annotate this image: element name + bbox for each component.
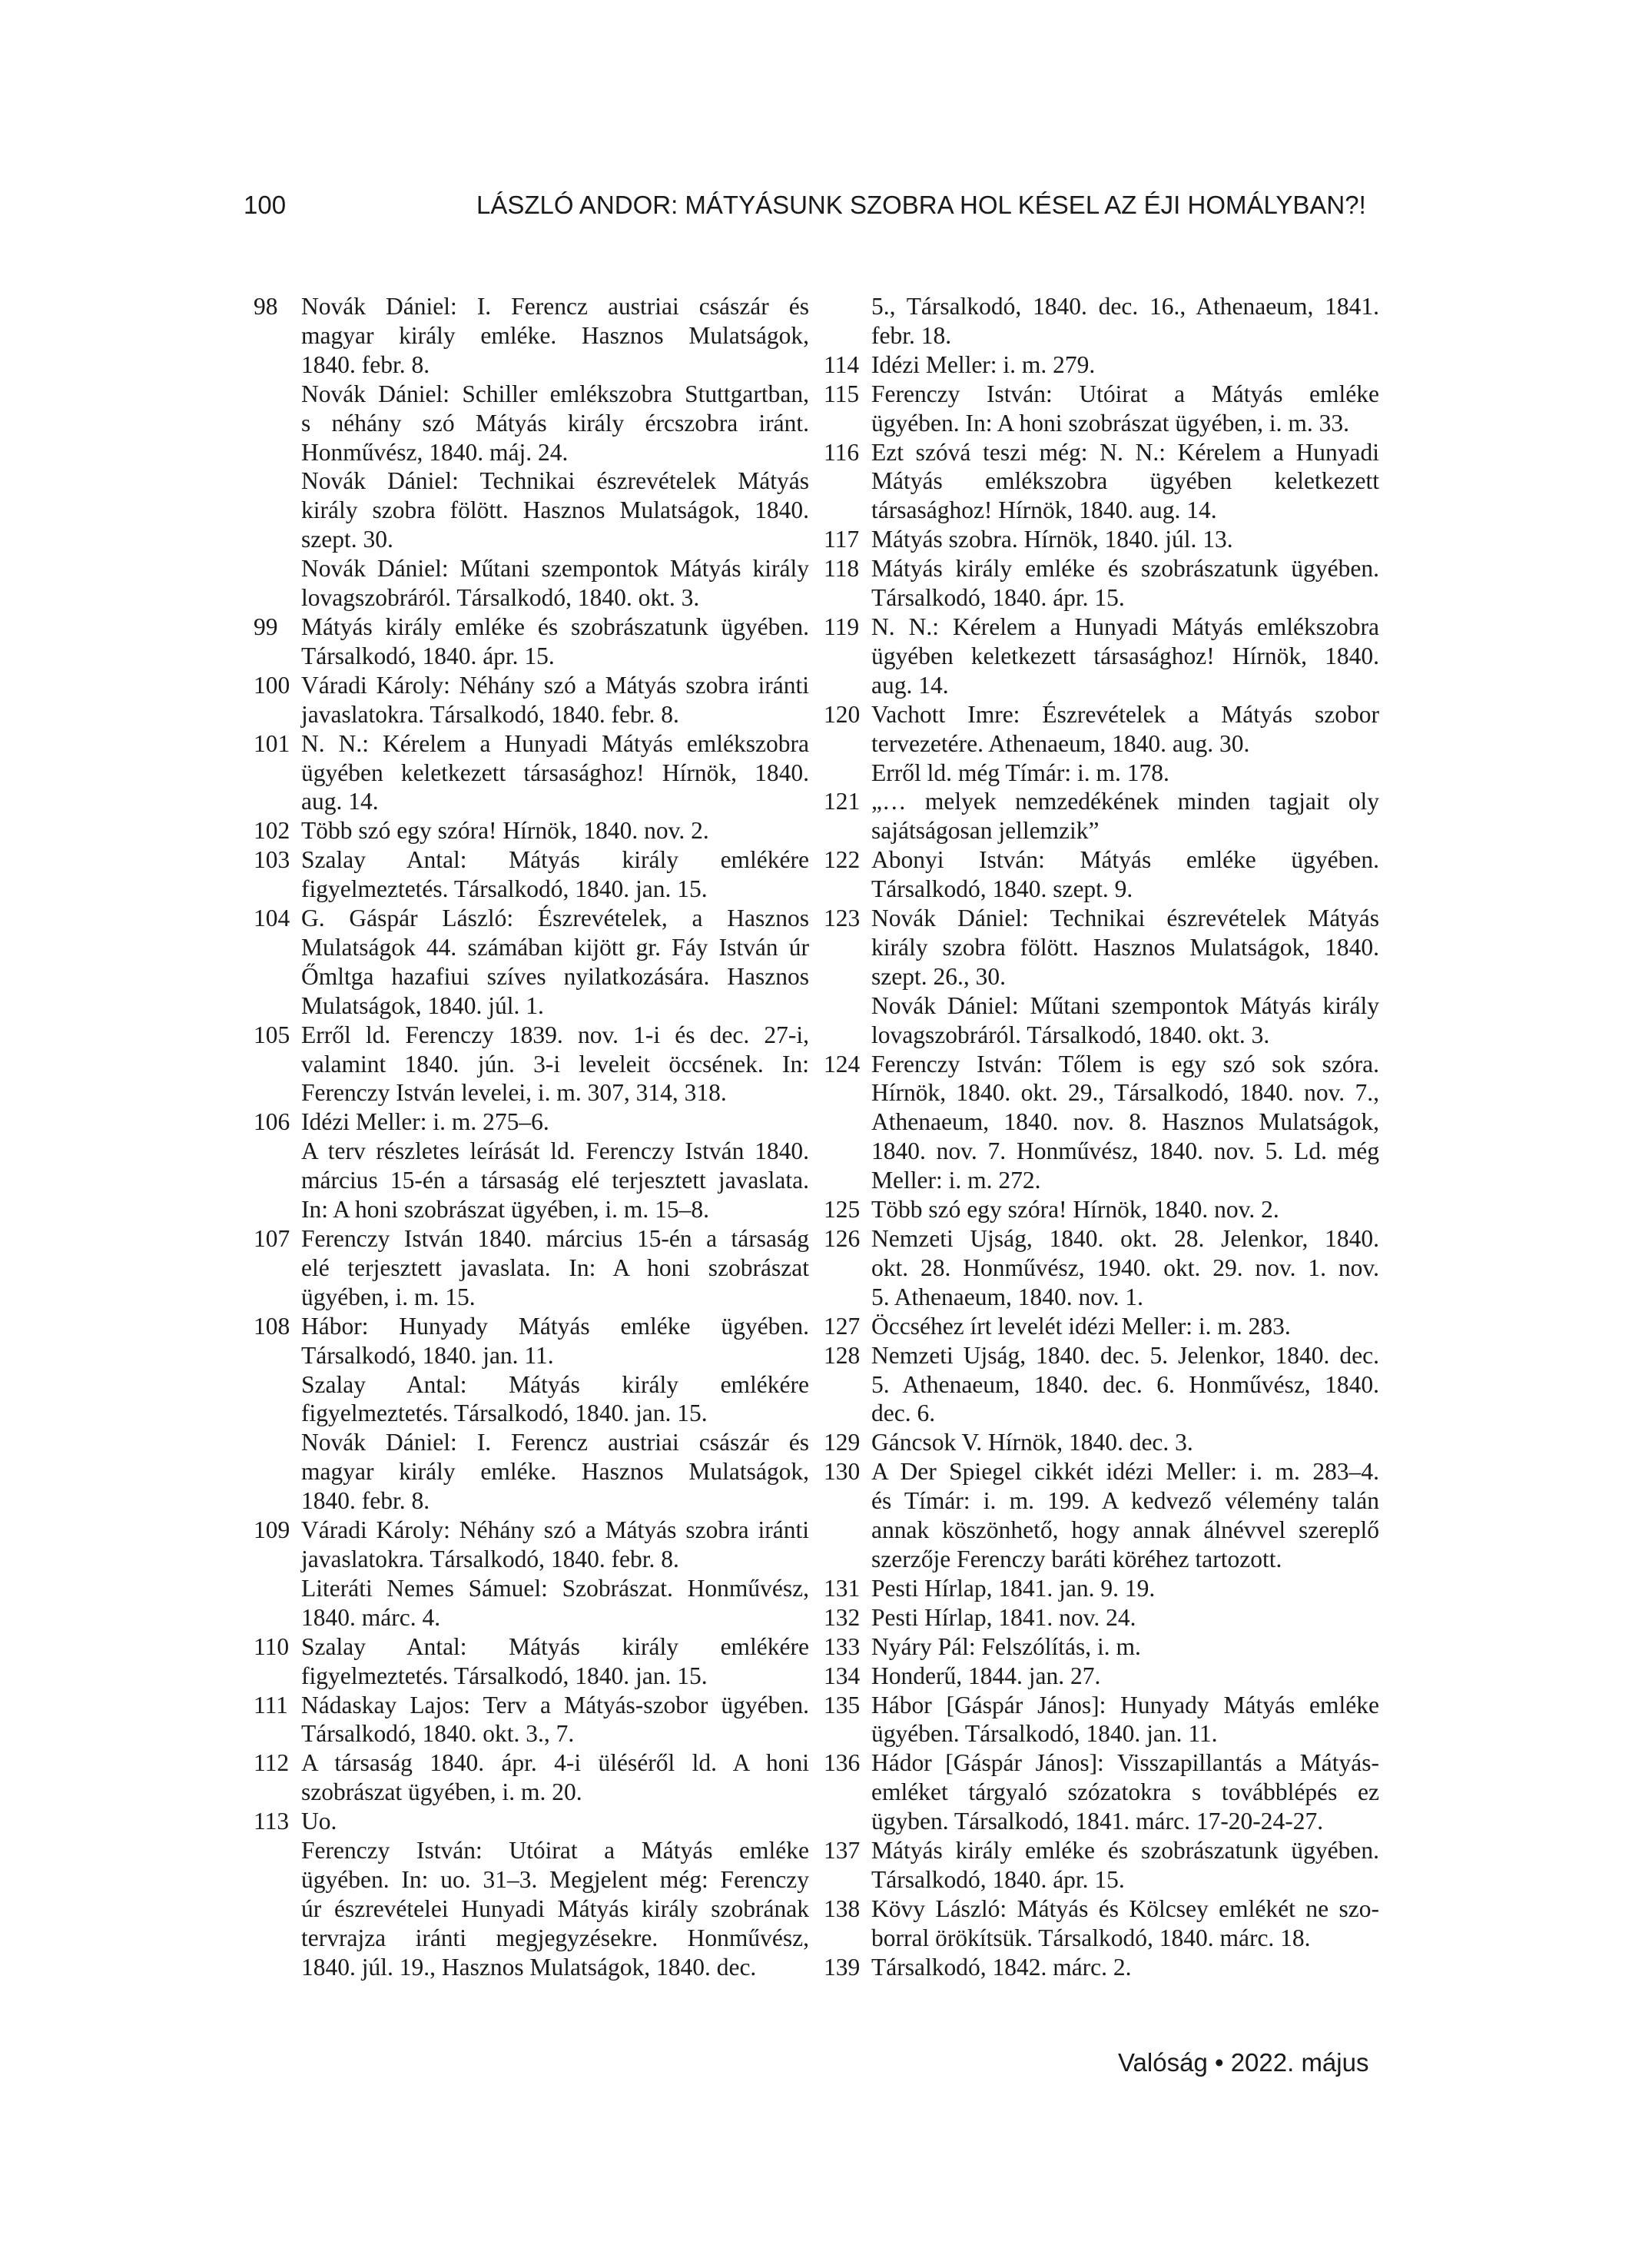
endnote <box>254 1516 809 1632</box>
endnote-line: Őmltga hazafiui szíves nyilatkozására. Hasznos <box>301 962 809 990</box>
notes-column-right <box>824 292 1379 1982</box>
endnote-line: Novák Dániel: Műtani szempontok Mátyás király <box>871 991 1379 1019</box>
endnote-line: szept. 30. <box>301 526 393 553</box>
endnote-line: Pesti Hírlap, 1841. nov. 24. <box>871 1603 1136 1631</box>
endnote <box>824 1195 1379 1224</box>
endnote <box>254 845 809 904</box>
endnote-line: 5. Athenaeum, 1840. nov. 1. <box>871 1283 1144 1310</box>
endnote-line: Társalkodó, 1840. jan. 11. <box>301 1341 554 1369</box>
endnote-number: 103 <box>254 846 290 874</box>
endnote-number: 130 <box>824 1458 861 1486</box>
endnote-number: 134 <box>824 1662 861 1689</box>
page-number: 100 <box>244 191 287 219</box>
endnote-line: szept. 26., 30. <box>871 962 1006 990</box>
endnote <box>254 816 809 845</box>
endnote-line: Ferenczy István 1840. március 15-én a társaság <box>301 1225 809 1252</box>
journal-footer: Valóság • 2022. május <box>1118 2048 1369 2077</box>
endnote <box>254 1748 809 1807</box>
endnote-number: 121 <box>824 788 861 815</box>
endnote <box>254 1224 809 1312</box>
endnote-line: Nemzeti Ujság, 1840. dec. 5. Jelenkor, 1840. dec. <box>871 1341 1379 1369</box>
endnote-number: 101 <box>254 729 290 757</box>
endnote-line: Novák Dániel: I. Ferencz austriai császár és <box>301 293 809 320</box>
endnote <box>254 904 809 1021</box>
endnote-line: ügyében. In: A honi szobrászat ügyében, i. m. 33. <box>871 409 1350 437</box>
endnote <box>254 1107 809 1224</box>
endnote-line: Váradi Károly: Néhány szó a Mátyás szobra iránti <box>301 1516 809 1544</box>
endnote-line: Hádor [Gáspár János]: Visszapillantás a Mátyás- <box>871 1749 1379 1777</box>
endnote-line: Uo. <box>301 1808 337 1835</box>
endnote <box>824 1691 1379 1749</box>
endnote-number: 109 <box>254 1516 290 1544</box>
endnote-number: 123 <box>824 905 861 932</box>
endnote-number: 106 <box>254 1108 290 1136</box>
endnote-number: 104 <box>254 905 290 932</box>
endnote <box>824 787 1379 845</box>
endnote-line: javaslatokra. Társalkodó, 1840. febr. 8. <box>301 700 679 728</box>
endnote-line: Társalkodó, 1842. márc. 2. <box>871 1953 1132 1981</box>
endnote-line: Ferenczy István: Utóirat a Mátyás emléke <box>301 1837 809 1865</box>
endnote-line: Ferenczy István: Utóirat a Mátyás emléke <box>871 380 1379 407</box>
endnote-line: Vachott Imre: Észrevételek a Mátyás szobor <box>871 700 1379 728</box>
endnote-line: Erről ld. még Tímár: i. m. 178. <box>871 759 1169 786</box>
endnote-line: ügyében, i. m. 15. <box>301 1283 476 1310</box>
endnote-line: Novák Dániel: Schiller emlékszobra Stuttgartban, <box>301 380 809 407</box>
endnote-number: 132 <box>824 1603 861 1631</box>
endnote-line: 1840. júl. 19., Hasznos Mulatságok, 1840. dec. <box>301 1953 757 1981</box>
endnote-line: 1840. febr. 8. <box>301 1487 430 1515</box>
endnote-number: 99 <box>254 613 278 640</box>
endnote-line: ügyben. Társalkodó, 1841. márc. 17-20-24-27. <box>871 1808 1324 1835</box>
endnote <box>254 1021 809 1108</box>
endnote-line: szerzője Ferenczy baráti köréhez tartozott. <box>871 1545 1282 1572</box>
endnote-line: dec. 6. <box>871 1400 936 1427</box>
endnote-number: 119 <box>824 613 860 640</box>
endnote-line: Váradi Károly: Néhány szó a Mátyás szobra iránti <box>301 671 809 699</box>
endnote-number: 124 <box>824 1050 861 1078</box>
endnote-line: ügyében keletkezett társasághoz! Hírnök, 1840. <box>301 759 809 786</box>
endnote-line: Ezt szóvá teszi még: N. N.: Kérelem a Hunyadi <box>871 438 1379 466</box>
endnote-number: 115 <box>824 380 860 407</box>
endnote-line: Mátyás emlékszobra ügyében keletkezett <box>871 467 1379 495</box>
endnote <box>254 1807 809 1981</box>
running-title: LÁSZLÓ ANDOR: MÁTYÁSUNK SZOBRA HOL KÉSEL AZ ÉJI HOMÁLYBAN?! <box>476 191 1366 219</box>
endnote-line: szobrászat ügyében, i. m. 20. <box>301 1778 582 1806</box>
endnote-line: Gáncsok V. Hírnök, 1840. dec. 3. <box>871 1429 1193 1456</box>
endnote-line: Több szó egy szóra! Hírnök, 1840. nov. 2. <box>871 1196 1279 1224</box>
endnote-line: Nyáry Pál: Felszólítás, i. m. <box>871 1632 1141 1660</box>
endnote-line: Szalay Antal: Mátyás király emlékére <box>301 846 809 874</box>
endnote <box>824 1341 1379 1429</box>
endnote-line: figyelmeztetés. Társalkodó, 1840. jan. 15. <box>301 875 708 903</box>
endnote-line: Több szó egy szóra! Hírnök, 1840. nov. 2. <box>301 817 709 845</box>
endnote-line: Abonyi István: Mátyás emléke ügyében. <box>871 846 1379 874</box>
endnote <box>254 613 809 671</box>
endnote-line: Nemzeti Ujság, 1840. okt. 28. Jelenkor, 1840. <box>871 1225 1379 1252</box>
endnote-line: elé terjesztett javaslata. In: A honi szobrászat <box>301 1254 809 1281</box>
endnote-line: magyar király emléke. Hasznos Mulatságok, <box>301 1458 809 1486</box>
endnote-number: 105 <box>254 1021 290 1048</box>
endnote-line: Mátyás szobra. Hírnök, 1840. júl. 13. <box>871 526 1233 553</box>
endnote <box>254 729 809 817</box>
endnote-line: 1840. febr. 8. <box>301 350 430 378</box>
endnote-line: Társalkodó, 1840. ápr. 15. <box>871 584 1125 612</box>
endnote-line: Mátyás király emléke és szobrászatunk ügyében. <box>871 555 1379 583</box>
endnote-line: tervrajza iránti megjegyzésekre. Honművész, <box>301 1924 809 1951</box>
endnote-line: Hábor [Gáspár János]: Hunyady Mátyás emléke <box>871 1691 1379 1718</box>
endnote-number: 110 <box>254 1632 290 1660</box>
endnote-line: Novák Dániel: Műtani szempontok Mátyás király <box>301 555 809 583</box>
endnote-line: Athenaeum, 1840. nov. 8. Hasznos Mulatságok, <box>871 1108 1379 1136</box>
endnote-number: 102 <box>254 817 290 845</box>
endnote-line: Szalay Antal: Mátyás király emlékére <box>301 1632 809 1660</box>
endnote-line: A társaság 1840. ápr. 4-i üléséről ld. A honi <box>301 1749 809 1777</box>
endnote <box>824 1428 1379 1457</box>
endnote-line: Öccséhez írt levelét idézi Meller: i. m. 283. <box>871 1312 1291 1340</box>
endnote <box>254 1632 809 1691</box>
endnote <box>824 438 1379 526</box>
endnote-line: annak köszönhető, hogy annak álnévvel szereplő <box>871 1516 1379 1544</box>
endnote <box>254 1312 809 1516</box>
endnote-line: aug. 14. <box>871 671 949 699</box>
endnote-line: figyelmeztetés. Társalkodó, 1840. jan. 15. <box>301 1400 708 1427</box>
endnote-line: úr észrevételei Hunyadi Mátyás király szobrának <box>301 1894 809 1922</box>
endnote-line: ügyében. In: uo. 31–3. Megjelent még: Ferenczy <box>301 1865 809 1893</box>
endnote <box>254 292 809 613</box>
endnote-number: 125 <box>824 1196 861 1224</box>
endnote <box>824 845 1379 904</box>
endnote-number: 138 <box>824 1894 861 1922</box>
endnote <box>824 1312 1379 1341</box>
endnote-number: 128 <box>824 1341 861 1369</box>
endnote-number: 133 <box>824 1632 861 1660</box>
endnote-line: N. N.: Kérelem a Hunyadi Mátyás emlékszobra <box>871 613 1379 640</box>
endnote-line: A terv részletes leírását ld. Ferenczy István 1840. <box>301 1137 809 1165</box>
endnote-number: 116 <box>824 438 860 466</box>
notes-column-left <box>254 292 809 1982</box>
endnote-number: 118 <box>824 555 860 583</box>
endnote-number: 114 <box>824 350 860 378</box>
endnote <box>824 1748 1379 1836</box>
endnote <box>824 1457 1379 1574</box>
endnote-line: Novák Dániel: Technikai észrevételek Mátyás <box>301 467 809 495</box>
endnote-number: 137 <box>824 1837 861 1865</box>
endnote-line: március 15-én a társaság elé terjesztett javaslata. <box>301 1167 809 1194</box>
endnote <box>254 1691 809 1749</box>
endnote <box>824 1050 1379 1196</box>
endnote-line: ügyében. Társalkodó, 1840. jan. 11. <box>871 1720 1218 1748</box>
endnote-line: A Der Spiegel cikkét idézi Meller: i. m. 283–4. <box>871 1458 1379 1486</box>
endnote-line: N. N.: Kérelem a Hunyadi Mátyás emlékszobra <box>301 729 809 757</box>
endnote-line: Ferenczy István levelei, i. m. 307, 314, 318. <box>301 1079 727 1107</box>
endnote-line: és Tímár: i. m. 199. A kedvező vélemény talán <box>871 1487 1379 1515</box>
endnote <box>824 904 1379 1050</box>
endnote-line: 1840. márc. 4. <box>301 1603 441 1631</box>
endnote-line: Kövy László: Mátyás és Kölcsey emlékét ne szo- <box>871 1894 1379 1922</box>
endnote-number: 112 <box>254 1749 290 1777</box>
endnote-number: 120 <box>824 700 861 728</box>
endnote-line: Társalkodó, 1840. szept. 9. <box>871 875 1133 903</box>
endnote-line: Novák Dániel: Technikai észrevételek Mátyás <box>871 905 1379 932</box>
endnote-number: 111 <box>254 1691 288 1718</box>
endnote-line: sajátságosan jellemzik” <box>871 817 1100 845</box>
endnote-line: Honderű, 1844. jan. 27. <box>871 1662 1101 1689</box>
endnote-line: lovagszobráról. Társalkodó, 1840. okt. 3. <box>301 584 700 612</box>
endnote-line: G. Gáspár László: Észrevételek, a Hasznos <box>301 905 809 932</box>
endnote-line: lovagszobráról. Társalkodó, 1840. okt. 3. <box>871 1021 1270 1048</box>
endnote-line: Meller: i. m. 272. <box>871 1167 1041 1194</box>
endnote-line: király szobra fölött. Hasznos Mulatságok, 1840. <box>871 933 1379 961</box>
endnote-line: javaslatokra. Társalkodó, 1840. febr. 8. <box>301 1545 679 1572</box>
endnote-line: Nádaskay Lajos: Terv a Mátyás-szobor ügyében. <box>301 1691 809 1718</box>
endnote-line: emléket tárgyaló szózatokra s továbblépés ez <box>871 1778 1379 1806</box>
endnote-number: 131 <box>824 1574 861 1602</box>
endnote-line: király szobra fölött. Hasznos Mulatságok, 1840. <box>301 496 809 524</box>
endnote-line: borral örökítsük. Társalkodó, 1840. márc. 18. <box>871 1924 1311 1951</box>
endnote <box>824 1574 1379 1603</box>
endnote-line: Ferenczy István: Tőlem is egy szó sok szóra. <box>871 1050 1379 1078</box>
endnote <box>824 554 1379 613</box>
endnote-line: In: A honi szobrászat ügyében, i. m. 15–8. <box>301 1196 710 1224</box>
endnote-line: Hábor: Hunyady Mátyás emléke ügyében. <box>301 1312 809 1340</box>
endnote-line: Mátyás király emléke és szobrászatunk ügyében. <box>871 1837 1379 1865</box>
endnote <box>824 350 1379 380</box>
endnote <box>824 1224 1379 1312</box>
endnote-line: Hírnök, 1840. okt. 29., Társalkodó, 1840. nov. 7., <box>871 1079 1379 1107</box>
endnote-line: Társalkodó, 1840. okt. 3., 7. <box>301 1720 575 1748</box>
endnote <box>824 1894 1379 1953</box>
endnote-line: Erről ld. Ferenczy 1839. nov. 1-i és dec. 27-i, <box>301 1021 809 1048</box>
endnote-line: Honművész, 1840. máj. 24. <box>301 438 569 466</box>
endnote <box>254 671 809 729</box>
endnote-line: 5., Társalkodó, 1840. dec. 16., Athenaeum, 1841. <box>871 293 1379 320</box>
endnote-line: Pesti Hírlap, 1841. jan. 9. 19. <box>871 1574 1156 1602</box>
endnote-line: Mátyás király emléke és szobrászatunk ügyében. <box>301 613 809 640</box>
endnote-number: 108 <box>254 1312 290 1340</box>
endnote-line: Mulatságok, 1840. júl. 1. <box>301 991 544 1019</box>
endnote <box>824 1953 1379 1982</box>
endnote-line: aug. 14. <box>301 788 379 815</box>
endnote <box>824 380 1379 438</box>
endnote-line: ügyében keletkezett társasághoz! Hírnök, 1840. <box>871 642 1379 669</box>
endnote <box>824 525 1379 554</box>
endnote <box>824 613 1379 700</box>
endnote-line: magyar király emléke. Hasznos Mulatságok, <box>301 321 809 349</box>
endnote-number: 122 <box>824 846 861 874</box>
endnote-line: Novák Dániel: I. Ferencz austriai császár és <box>301 1429 809 1456</box>
endnote <box>824 1662 1379 1691</box>
endnote-number: 129 <box>824 1429 861 1456</box>
endnote-line: 5. Athenaeum, 1840. dec. 6. Honművész, 1840. <box>871 1370 1379 1398</box>
endnote-line: Idézi Meller: i. m. 275–6. <box>301 1108 549 1136</box>
endnote-line: okt. 28. Honművész, 1940. okt. 29. nov. 1. nov. <box>871 1254 1379 1281</box>
endnote-line: Társalkodó, 1840. ápr. 15. <box>301 642 555 669</box>
endnote <box>824 1603 1379 1632</box>
endnote-line: tervezetére. Athenaeum, 1840. aug. 30. <box>871 729 1250 757</box>
endnote-number: 136 <box>824 1749 861 1777</box>
endnote-number: 100 <box>254 671 290 699</box>
endnote <box>824 292 1379 350</box>
endnote-line: Mulatságok 44. számában kijött gr. Fáy István úr <box>301 933 809 961</box>
endnote-line: febr. 18. <box>871 321 952 349</box>
endnote-line: s néhány szó Mátyás király ércszobra iránt. <box>301 409 809 437</box>
endnote-number: 117 <box>824 526 860 553</box>
endnote-number: 98 <box>254 293 278 320</box>
endnote-line: Szalay Antal: Mátyás király emlékére <box>301 1370 809 1398</box>
endnote-line: Idézi Meller: i. m. 279. <box>871 350 1096 378</box>
endnote-line: Literáti Nemes Sámuel: Szobrászat. Honművész, <box>301 1574 809 1602</box>
endnote-number: 113 <box>254 1808 290 1835</box>
endnote-line: Társalkodó, 1840. ápr. 15. <box>871 1865 1125 1893</box>
endnote-number: 135 <box>824 1691 861 1718</box>
endnote <box>824 1632 1379 1662</box>
endnote-line: valamint 1840. jún. 3-i leveleit öccsének. In: <box>301 1050 809 1078</box>
endnote <box>824 1836 1379 1894</box>
endnote-line: figyelmeztetés. Társalkodó, 1840. jan. 15. <box>301 1662 708 1689</box>
endnote-line: 1840. nov. 7. Honművész, 1840. nov. 5. Ld. még <box>871 1137 1379 1165</box>
endnote <box>824 700 1379 788</box>
endnote-line: társasághoz! Hírnök, 1840. aug. 14. <box>871 496 1217 524</box>
endnote-line: „… melyek nemzedékének minden tagjait oly <box>871 788 1379 815</box>
endnote-number: 127 <box>824 1312 861 1340</box>
endnote-number: 107 <box>254 1225 290 1252</box>
endnote-number: 139 <box>824 1953 861 1981</box>
endnote-number: 126 <box>824 1225 861 1252</box>
